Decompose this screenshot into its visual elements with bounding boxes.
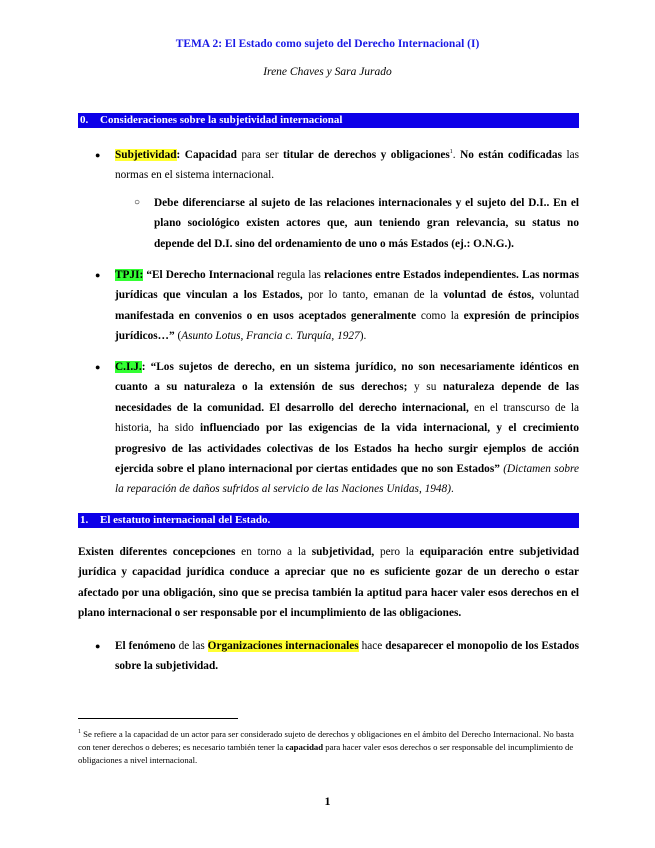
section-number: 1.: [80, 514, 89, 526]
document-title: TEMA 2: El Estado como sujeto del Derecho Internacional (I): [175, 38, 480, 50]
bold-text: naturaleza depende de las necesidades de la comunidad. El desarrollo del derecho internacional,: [115, 381, 579, 414]
text: pero la: [374, 546, 420, 558]
section-heading-1: [78, 513, 579, 528]
bold-text: Existen diferentes concepciones: [78, 546, 236, 558]
text: para hacer valer esos derechos o ser responsable del incumplimiento de obligaciones a nivel internacional.: [78, 742, 574, 765]
footnote-separator: [78, 718, 238, 719]
highlight-term: Subjetividad: [115, 149, 177, 161]
text: en torno a la: [235, 546, 312, 558]
footnote-ref[interactable]: 1: [449, 149, 453, 156]
text: .: [450, 483, 454, 496]
citation: Asunto Lotus, Francia c. Turquía, 1927: [181, 330, 360, 343]
sub-bullet-icon: ○: [134, 197, 141, 208]
text: hace: [358, 640, 386, 652]
bullet-item-cij: [115, 357, 579, 500]
highlight-term: C.I.J.: [115, 361, 142, 373]
text: Se refiere a la capacidad de un actor para ser considerado sujeto de derechos y obligaciones en el ámbito del Derecho Internacional. No basta con tener derechos o deberes; es necesario también tener la: [78, 729, 574, 752]
text: por lo tanto, emanan de la: [302, 289, 444, 302]
bold-text: titular de derechos y obligaciones: [282, 149, 450, 161]
document-authors: Irene Chaves y Sara Jurado: [263, 66, 392, 78]
bold-text: El fenómeno: [115, 640, 176, 652]
bold-text: relaciones entre Estados independientes. Las normas jurídicas que vinculan a los Estados,: [115, 269, 580, 302]
highlight-term: TPJI:: [115, 269, 144, 281]
text: voluntad: [534, 289, 579, 302]
bold-text: expresión de principios jurídicos…”: [115, 309, 579, 343]
bold-text: No están: [460, 149, 504, 161]
bold-text: manifestada en convenios o en usos aceptados generalmente: [115, 309, 417, 322]
sub-bullet-item: Debe diferenciarse al sujeto de las relaciones internacionales y el sujeto del D.I.. En el plano sociológico existen actores que, aun teniendo gran relevancia, su status no depende del D.I. sino del ordenamiento de uno o más Estados (ej.: O.N.G.).: [154, 197, 579, 250]
text: .: [452, 149, 461, 161]
text: y su: [407, 381, 443, 394]
bold-text: codificadas: [507, 149, 562, 161]
bullet-icon: ●: [95, 641, 101, 651]
bold-text: influenciado por las exigencias de la vida internacional, y el crecimiento progresivo de las actividades colectivas de los Estados ha hecho surgir ejemplos de acción ejercida sobre el plano internacional por ciertas entidades que no son Estados”: [115, 422, 579, 476]
bold-text: Capacidad: [184, 149, 237, 161]
bold-text: subjetividad,: [311, 546, 375, 558]
text: como la: [416, 309, 464, 322]
highlight-term: Organizaciones internacionales: [207, 640, 359, 652]
term-colon: :: [176, 149, 181, 161]
bullet-item-tpji: [115, 265, 579, 347]
section-number: 0.: [80, 114, 89, 126]
bold-text: : “Los sujetos de derecho, en un sistema jurídico, no son necesariamente idénticos en cuanto a su naturaleza o la extensión de sus derechos;: [115, 361, 579, 394]
section-heading-0: [78, 113, 579, 128]
bold-text: voluntad de éstos,: [443, 289, 535, 302]
text: de las: [175, 640, 208, 652]
bullet-icon: ●: [95, 270, 101, 280]
paragraph-concepciones: [78, 542, 579, 624]
text: regula las: [274, 269, 324, 281]
bullet-icon: ●: [95, 150, 101, 160]
footnote: [78, 728, 579, 767]
text: para ser: [236, 149, 283, 161]
section-title: Consideraciones sobre la subjetividad internacional: [100, 114, 343, 126]
bold-text: “El Derecho Internacional: [143, 269, 274, 281]
bold-text: equiparación entre subjetividad jurídica y capacidad jurídica conduce a apreciar que no es suficiente gozar de un derecho o estar afectado por una obligación, sino que se precisa también la aptitud para hacer valer esos derechos en el plano internacional o ser responsable por el incumplimiento de las obligaciones.: [78, 546, 579, 620]
citation: (Dictamen sobre la reparación de daños sufridos al servicio de las Naciones Unidas, 1948): [115, 463, 579, 496]
text: en el transcurso de la historia, ha sido: [115, 401, 579, 435]
page-number: 1: [324, 794, 331, 808]
bold-text: capacidad: [285, 742, 324, 752]
bullet-item-subjetividad: [115, 145, 579, 186]
bold-text: desaparecer el monopolio de los Estados sobre la subjetividad.: [115, 640, 579, 673]
text: (: [174, 330, 182, 343]
text: las normas en el sistema internacional.: [115, 149, 579, 182]
footnote-number: 1: [78, 729, 81, 736]
bullet-item-organizaciones: [115, 636, 579, 677]
text: ).: [359, 330, 367, 343]
section-title: El estatuto internacional del Estado.: [100, 514, 271, 526]
bullet-icon: ●: [95, 362, 101, 372]
